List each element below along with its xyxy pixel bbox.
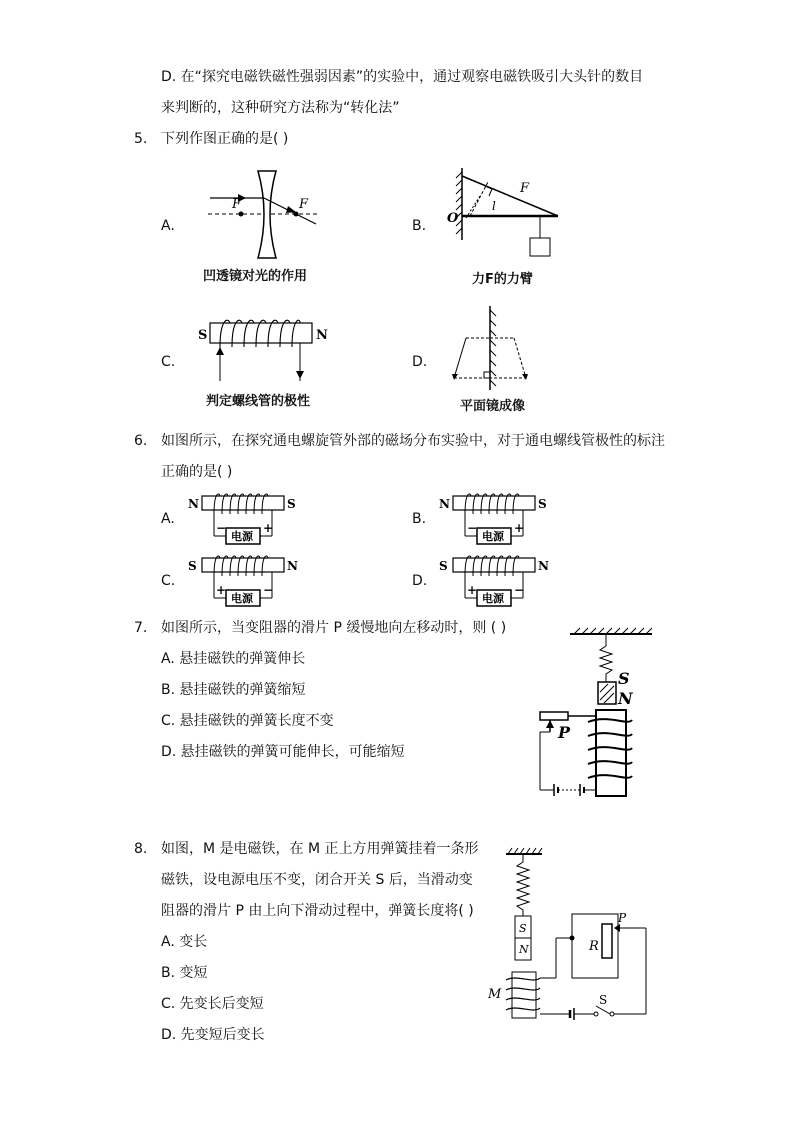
q5-option-a-caption: 凹透镜对光的作用 <box>203 269 308 284</box>
q5-concave-lens-figure <box>208 166 326 261</box>
terminal-sign: + <box>467 583 478 597</box>
q6-option-c-letter: C. <box>161 573 176 589</box>
q6-option-d-circuit <box>437 554 552 609</box>
q7-option-b: B. 悬挂磁铁的弹簧缩短 <box>161 682 306 698</box>
pole-label: N <box>287 559 298 573</box>
q7-electromagnet-figure <box>528 628 656 800</box>
q8-option-b: B. 变短 <box>161 965 208 981</box>
q5-option-c-letter: C. <box>161 354 176 370</box>
q6-option-c-circuit <box>186 554 301 609</box>
pole-label: S <box>188 559 197 573</box>
terminal-sign: − <box>263 583 274 597</box>
q7-stem: 如图所示，当变阻器的滑片 P 缓慢地向左移动时，则 ( ) <box>161 620 507 636</box>
pole-label: N <box>519 943 529 956</box>
resistor-label: R <box>589 939 599 954</box>
focus-label: F <box>299 197 309 212</box>
q6-stem-line2: 正确的是( ) <box>161 464 233 480</box>
q5-solenoid-figure <box>196 313 332 385</box>
q5-option-a-letter: A. <box>161 218 175 234</box>
terminal-sign: − <box>467 521 478 535</box>
q5-option-d-caption: 平面镜成像 <box>460 399 526 414</box>
q7-option-d: D. 悬挂磁铁的弹簧可能伸长，可能缩短 <box>161 744 405 760</box>
q4-option-d-line1: D. 在“探究电磁铁磁性强弱因素”的实验中，通过观察电磁铁吸引大头针的数目 <box>161 69 644 85</box>
q7-option-c: C. 悬挂磁铁的弹簧长度不变 <box>161 713 334 729</box>
pole-label: N <box>316 328 328 343</box>
arm-label: l <box>492 199 496 213</box>
q6-number: 6. <box>134 433 148 449</box>
q6-option-d-letter: D. <box>412 573 428 589</box>
terminal-sign: + <box>263 521 274 535</box>
q4-option-d-line2: 来判断的，这种研究方法称为“转化法” <box>161 100 400 116</box>
electromagnet-label: M <box>488 987 502 1002</box>
pole-label: N <box>538 559 549 573</box>
q5-option-d-letter: D. <box>412 354 428 370</box>
power-source-label: 电源 <box>482 592 504 605</box>
q5-option-c-caption: 判定螺线管的极性 <box>206 394 311 409</box>
pole-label: S <box>618 669 630 688</box>
q7-number: 7. <box>134 620 148 636</box>
q8-stem-line3: 阻器的滑片 P 由上向下滑动过程中，弹簧长度将( ) <box>161 903 474 919</box>
pole-label: S <box>439 559 448 573</box>
terminal-sign: − <box>216 521 227 535</box>
q8-option-c: C. 先变长后变短 <box>161 996 264 1012</box>
q6-option-a-circuit <box>186 492 301 547</box>
terminal-sign: + <box>216 583 227 597</box>
slider-label: P <box>558 723 571 742</box>
slider-label: P <box>618 911 627 925</box>
q5-stem: 下列作图正确的是( ) <box>161 131 289 147</box>
power-source-label: 电源 <box>231 530 253 543</box>
pole-label: S <box>287 497 296 511</box>
terminal-sign: − <box>514 583 525 597</box>
focus-label: F <box>232 197 242 212</box>
q6-stem-line1: 如图所示，在探究通电螺旋管外部的磁场分布实验中，对于通电螺线管极性的标注 <box>161 433 665 449</box>
q8-circuit-figure <box>486 848 656 1024</box>
q6-option-b-letter: B. <box>412 511 427 527</box>
q8-stem-line2: 磁铁，设电源电压不变，闭合开关 S 后，当滑动变 <box>161 872 473 888</box>
force-label: F <box>520 181 530 196</box>
pole-label: S <box>519 922 527 935</box>
q8-option-d: D. 先变短后变长 <box>161 1027 265 1043</box>
q5-option-b-caption: 力F的力臂 <box>472 272 533 287</box>
pole-label: N <box>188 497 199 511</box>
q5-plane-mirror-figure <box>446 306 538 392</box>
power-source-label: 电源 <box>482 530 504 543</box>
q7-option-a: A. 悬挂磁铁的弹簧伸长 <box>161 651 306 667</box>
q6-option-b-circuit <box>437 492 552 547</box>
pole-label: S <box>198 328 208 343</box>
q8-option-a: A. 变长 <box>161 934 208 950</box>
q8-number: 8. <box>134 841 148 857</box>
pole-label: N <box>618 689 633 708</box>
terminal-sign: + <box>514 521 525 535</box>
q6-option-a-letter: A. <box>161 511 175 527</box>
power-source-label: 电源 <box>231 592 253 605</box>
q8-stem-line1: 如图，M 是电磁铁，在 M 正上方用弹簧挂着一条形 <box>161 841 479 857</box>
q5-lever-figure <box>440 168 565 273</box>
pole-label: N <box>439 497 450 511</box>
switch-label: S <box>599 993 608 1007</box>
pole-label: S <box>538 497 547 511</box>
q5-number: 5. <box>134 131 148 147</box>
pivot-label: O <box>447 211 459 226</box>
q5-option-b-letter: B. <box>412 218 427 234</box>
